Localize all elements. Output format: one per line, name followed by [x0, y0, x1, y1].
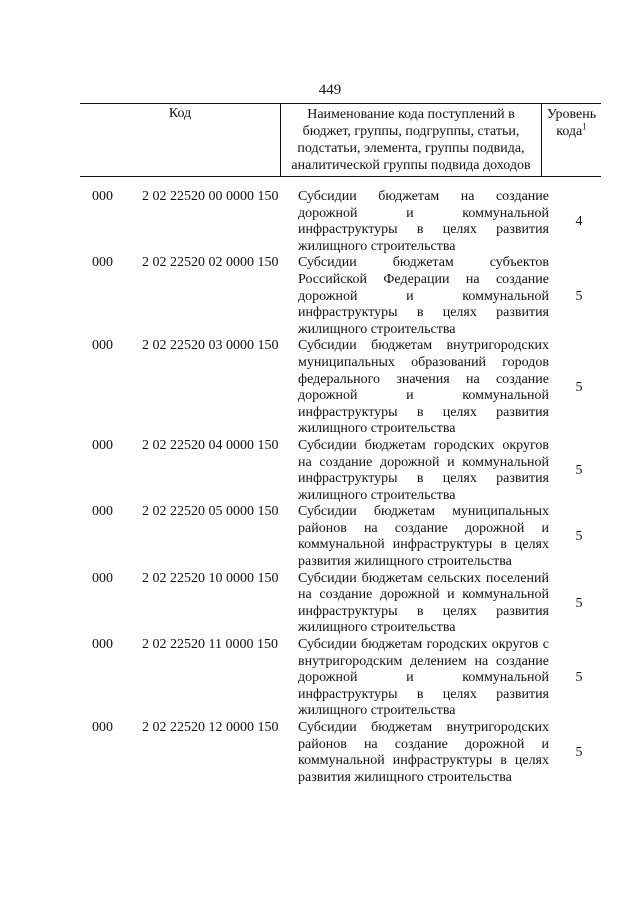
revenue-name: Субсидии бюджетам муниципальных районов на создание дорожной и коммунальной инфраструктуры в целях развития жилищного строительства	[298, 504, 549, 570]
table-row	[0, 338, 640, 438]
footnote-mark: 1	[582, 121, 587, 132]
revenue-name: Субсидии бюджетам внутригородских районов на создание дорожной и коммунальной инфраструктуры в целях развития жилищного строительства	[298, 720, 549, 785]
table-body	[0, 189, 640, 786]
code-level: 5	[575, 670, 583, 686]
code-level: 5	[575, 529, 583, 545]
code-level: 5	[575, 462, 583, 478]
admin-code: 000	[92, 637, 113, 653]
page-number: 449	[318, 82, 342, 98]
revenue-code: 2 02 22520 04 0000 150	[142, 437, 279, 453]
admin-code: 000	[92, 338, 113, 354]
revenue-code: 2 02 22520 11 0000 150	[142, 637, 278, 653]
code-level: 5	[575, 379, 583, 395]
revenue-code: 2 02 22520 03 0000 150	[142, 338, 279, 354]
header-level	[542, 106, 601, 140]
revenue-code: 2 02 22520 12 0000 150	[142, 720, 279, 735]
table-row	[0, 504, 640, 570]
header-level-label: Уровень кода	[546, 107, 597, 139]
table-row	[0, 255, 640, 338]
revenue-code: 2 02 22520 10 0000 150	[142, 570, 279, 586]
code-level: 5	[575, 744, 583, 760]
admin-code: 000	[92, 570, 113, 586]
revenue-name: Субсидии бюджетам субъектов Российской Федерации на создание дорожной и коммунальной инфраструктуры в целях развития жилищного строительства	[298, 255, 549, 337]
admin-code: 000	[92, 437, 113, 453]
header-code: Код	[168, 106, 192, 121]
header-name: Наименование кода поступлений в бюджет, группы, подгруппы, статьи, подстатьи, элемента, группы подвида, аналитической группы подвида доходов	[291, 107, 531, 173]
admin-code: 000	[92, 504, 113, 520]
revenue-code: 2 02 22520 05 0000 150	[142, 504, 279, 520]
revenue-code: 2 02 22520 02 0000 150	[142, 255, 279, 271]
table-header	[80, 103, 601, 177]
revenue-name: Субсидии бюджетам городских округов с внутригородским делением на создание дорожной и коммунальной инфраструктуры в целях развития жилищного строительства	[298, 637, 549, 719]
table-row	[0, 637, 640, 720]
revenue-name: Субсидии бюджетам на создание дорожной и коммунальной инфраструктуры в целях развития жилищного строительства	[298, 189, 549, 254]
table-row	[0, 720, 640, 786]
table-row	[0, 438, 640, 504]
code-level: 5	[575, 288, 583, 304]
code-level: 4	[575, 213, 583, 229]
admin-code: 000	[92, 720, 113, 735]
table-row	[0, 571, 640, 637]
admin-code: 000	[92, 189, 113, 204]
revenue-name: Субсидии бюджетам сельских поселений на создание дорожной и коммунальной инфраструктуры в целях развития жилищного строительства	[298, 570, 549, 636]
revenue-name: Субсидии бюджетам городских округов на создание дорожной и коммунальной инфраструктуры в целях развития жилищного строительства	[298, 437, 549, 503]
revenue-code: 2 02 22520 00 0000 150	[142, 189, 279, 204]
code-level: 5	[575, 595, 583, 611]
admin-code: 000	[92, 255, 113, 271]
column-divider	[280, 104, 281, 176]
revenue-name: Субсидии бюджетам внутригородских муниципальных образований городов федерального значения на создание дорожной и коммунальной инфраструктуры в целях развития жилищного строительства	[298, 338, 549, 437]
table-row	[0, 189, 640, 255]
